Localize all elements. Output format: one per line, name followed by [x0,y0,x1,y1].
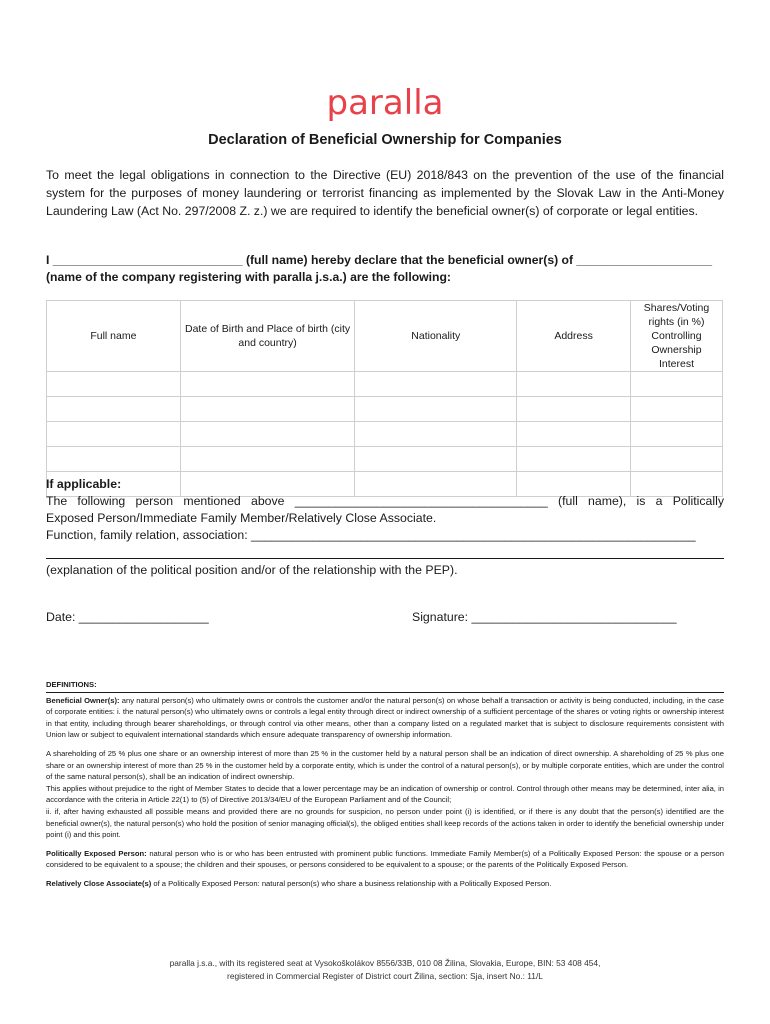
beneficial-owners-table [46,300,723,497]
col-header-full-name: Full name [47,301,181,372]
company-logo [0,84,770,129]
signature-field[interactable]: Signature: ______________________________ [412,610,677,624]
table-header-row [47,301,723,372]
table-row [47,397,723,422]
table-cell[interactable] [517,447,631,472]
col-header-nationality: Nationality [355,301,517,372]
table-cell[interactable] [517,372,631,397]
declaration-line-2: (name of the company registering with paralla j.s.a.) are the following: [46,270,451,284]
date-field[interactable]: Date: ___________________ [46,610,209,624]
col-header-birth: Date of Birth and Place of birth (city and country) [180,301,355,372]
table-cell[interactable] [180,372,355,397]
table-cell[interactable] [47,372,181,397]
definitions-heading: DEFINITIONS: [46,679,724,693]
text-pep: natural person who is or who has been entrusted with prominent public functions. Immediate Family Member(s) of a Politically Exposed Person: the spouse or a person considered to be equivalent to a spouse; the children and their spouses, or persons considered to be equivalent to a spouse; or the parents of the Politically Exposed Person. [46,848,724,870]
document-title: Declaration of Beneficial Ownership for Companies [208,132,562,148]
table-row [47,422,723,447]
definition-para-2: A shareholding of 25 % plus one share or an ownership interest of more than 25 % in the customer held by a natural person shall be an indication of direct ownership. A shareholding of 25 % plus one share or an ownership interest of more than 25 % in the customer held by a corporate entity, which is under the control of a natural person(s), or by multiple corporate entities, which are under the control of the same natural person(s), shall be an indication of indirect ownership. [46,748,724,782]
table-cell[interactable] [631,422,723,447]
definition-rca [46,878,724,890]
table-row [47,372,723,397]
table-cell[interactable] [180,397,355,422]
definition-beneficial-owner [46,695,724,741]
table-cell[interactable] [355,422,517,447]
table-cell[interactable] [47,397,181,422]
term-rca: Relatively Close Associate(s) [46,878,152,888]
col-header-shares: Shares/Voting rights (in %) Controlling Ownership Interest [631,301,723,372]
col-header-address: Address [517,301,631,372]
table-cell[interactable] [631,372,723,397]
company-footer [0,957,770,983]
table-cell[interactable] [517,397,631,422]
definition-para-3: This applies without prejudice to the right of Member States to decide that a lower percentage may be an indication of ownership or control. Control through other means may be determined, inter alia, in accordance with the criteria in Article 22(1) to (5) of Directive 2013/34/EU of the European Parliament and of the Council; [46,783,724,805]
table-cell[interactable] [180,422,355,447]
table-cell[interactable] [47,447,181,472]
pep-heading: If applicable: [46,477,122,491]
table-cell[interactable] [631,447,723,472]
pep-blank-line[interactable] [46,544,724,559]
term-pep: Politically Exposed Person: [46,848,147,858]
table-cell[interactable] [355,372,517,397]
declaration-line-1[interactable]: I ____________________________ (full name) hereby declare that the beneficial owner(s) of ____________________ [46,253,712,267]
table-cell[interactable] [355,447,517,472]
table-cell[interactable] [517,422,631,447]
table-cell[interactable] [47,422,181,447]
footer-line-2: registered in Commercial Register of District court Žilina, section: Sja, insert No.: 11/L [227,971,543,981]
definition-para-4: ii. if, after having exhausted all possible means and provided there are no grounds for suspicion, no person under point (i) is identified, or if there is any doubt that the person(s) identified are the beneficial owner(s), the natural person(s) who hold the position of senior managing official(s), the obliged entities shall keep records of the actions taken in order to identify the beneficial ownership under point (i) and this point. [46,806,724,840]
text-beneficial-owner: any natural person(s) who ultimately owns or controls the customer and/or the natural person(s) on whose behalf a transaction or activity is being conducted, including, in the case of corporate entities: i. the natural person(s) who ultimately owns or controls a legal entity through direct or indirect ownership of a sufficient percentage of the shares or voting rights or ownership interest in that entity, including through bearer shareholdings, or through control via other means, other than a company listed on a regulated market that is subject to disclosure requirements consistent with Union law or subject to equivalent international standards which ensure adequate transparency of ownership information. [46,695,724,740]
pep-explanation: (explanation of the political position and/or of the relationship with the PEP). [46,563,458,577]
definition-pep [46,848,724,871]
declaration-statement [46,252,726,286]
pep-function-line[interactable]: Function, family relation, association: _________________________________________________________________ [46,528,696,542]
definitions-section [46,679,724,897]
table-cell[interactable] [180,447,355,472]
text-rca: of a Politically Exposed Person: natural person(s) who share a business relationship with a Politically Exposed Person. [151,878,552,888]
intro-paragraph: To meet the legal obligations in connection to the Directive (EU) 2018/843 on the prevention of the use of the financial system for the purposes of money laundering or terrorist financing as implemented by the Slovak Law in the Anti-Money Laundering Law (Act No. 297/2008 Z. z.) we are required to identify the beneficial owner(s) of corporate or legal entities. [46,168,724,218]
pep-line-1[interactable]: The following person mentioned above _____________________________________ (full name), is a Politically [46,494,724,508]
svg-text:paralla: paralla [326,84,444,123]
table-cell[interactable] [355,397,517,422]
pep-section [46,476,724,579]
paralla-logo-icon [314,84,456,124]
pep-line-2: Exposed Person/Immediate Family Member/Relatively Close Associate. [46,511,437,525]
term-beneficial-owner: Beneficial Owner(s): [46,695,120,705]
table-row [47,447,723,472]
table-cell[interactable] [631,397,723,422]
footer-line-1: paralla j.s.a., with its registered seat at Vysokoškolákov 8556/33B, 010 08 Žilina, Slovakia, Europe, BIN: 53 408 454, [169,958,601,968]
